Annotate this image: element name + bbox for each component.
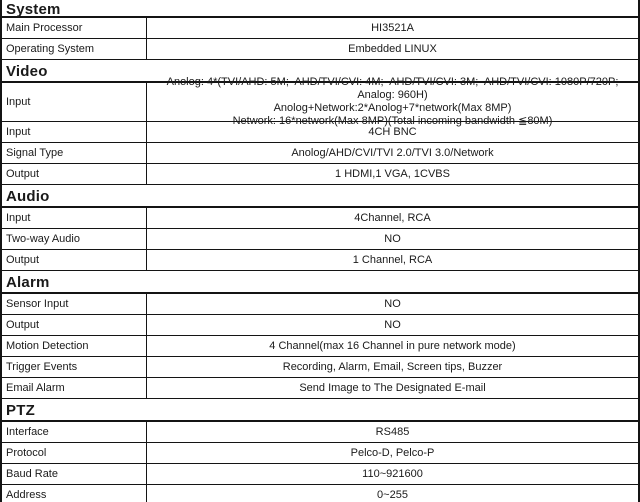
row-value bbox=[147, 76, 638, 127]
row-value: Anolog/AHD/CVI/TVI 2.0/TVI 3.0/Network bbox=[291, 146, 494, 159]
row-label: Operating System bbox=[2, 39, 147, 59]
row-value: 4Channel, RCA bbox=[354, 211, 431, 224]
row-label: Main Processor bbox=[2, 18, 147, 38]
row-label: Protocol bbox=[2, 443, 147, 463]
row-label: Sensor Input bbox=[2, 294, 147, 314]
row-label: Interface bbox=[2, 422, 147, 442]
spec-row bbox=[2, 336, 638, 357]
row-label: Baud Rate bbox=[2, 464, 147, 484]
spec-row bbox=[2, 315, 638, 336]
row-label: Input bbox=[2, 83, 147, 121]
spec-row bbox=[2, 122, 638, 143]
row-label: Trigger Events bbox=[2, 357, 147, 377]
section-header-system: System bbox=[2, 0, 638, 18]
row-label: Email Alarm bbox=[2, 378, 147, 398]
spec-row bbox=[2, 250, 638, 271]
value-line: Anolog: 4*(TVI/AHD: 5M; AHD/TVI/CVI: 4M; AHD/TVI/CVI: 3M; AHD/TVI/CVI: 1080P/720P; Analog: 960H) bbox=[166, 76, 625, 101]
row-value: Pelco-D, Pelco-P bbox=[350, 446, 435, 459]
row-value: Recording, Alarm, Email, Screen tips, Buzzer bbox=[282, 360, 503, 373]
spec-row bbox=[2, 39, 638, 60]
row-value: 110~921600 bbox=[362, 467, 423, 480]
row-value: HI3521A bbox=[371, 21, 414, 34]
spec-row bbox=[2, 443, 638, 464]
spec-row bbox=[2, 378, 638, 399]
spec-row bbox=[2, 18, 638, 39]
row-label: Input bbox=[2, 208, 147, 228]
spec-row bbox=[2, 76, 638, 127]
value-line: Anolog+Network:2*Anolog+7*network(Max 8MP) bbox=[273, 102, 512, 114]
spec-row bbox=[2, 294, 638, 315]
spec-row bbox=[2, 422, 638, 443]
spec-row bbox=[2, 143, 638, 164]
spec-row bbox=[2, 164, 638, 185]
section-header-alarm: Alarm bbox=[2, 271, 638, 294]
row-value: 1 Channel, RCA bbox=[352, 253, 433, 266]
row-value: RS485 bbox=[375, 425, 410, 438]
section-header-audio: Audio bbox=[2, 185, 638, 208]
value-line: Network: 16*network(Max 8MP)(Total incoming bandwidth ≦80M) bbox=[232, 115, 553, 127]
row-value: Send Image to The Designated E-mail bbox=[299, 381, 486, 394]
row-value: NO bbox=[384, 232, 401, 245]
row-label: Address bbox=[2, 485, 147, 502]
row-value: NO bbox=[384, 318, 401, 331]
spec-row bbox=[2, 464, 638, 485]
row-label: Output bbox=[2, 250, 147, 270]
spec-row bbox=[2, 229, 638, 250]
row-label: Input bbox=[2, 122, 147, 142]
spec-row bbox=[2, 357, 638, 378]
spec-row bbox=[2, 208, 638, 229]
row-value: 4CH BNC bbox=[368, 125, 417, 138]
row-label: Output bbox=[2, 315, 147, 335]
row-value: 0~255 bbox=[377, 488, 408, 501]
row-label: Motion Detection bbox=[2, 336, 147, 356]
section-header-ptz: PTZ bbox=[2, 399, 638, 422]
spec-row bbox=[2, 485, 638, 502]
row-label: Signal Type bbox=[2, 143, 147, 163]
row-value: Embedded LINUX bbox=[348, 42, 437, 55]
row-value: 1 HDMI,1 VGA, 1CVBS bbox=[335, 167, 450, 180]
section-header-video: Video bbox=[2, 60, 638, 83]
row-value: 4 Channel(max 16 Channel in pure network mode) bbox=[269, 339, 516, 352]
row-label: Output bbox=[2, 164, 147, 184]
row-label: Two-way Audio bbox=[2, 229, 147, 249]
row-value: NO bbox=[384, 297, 401, 310]
